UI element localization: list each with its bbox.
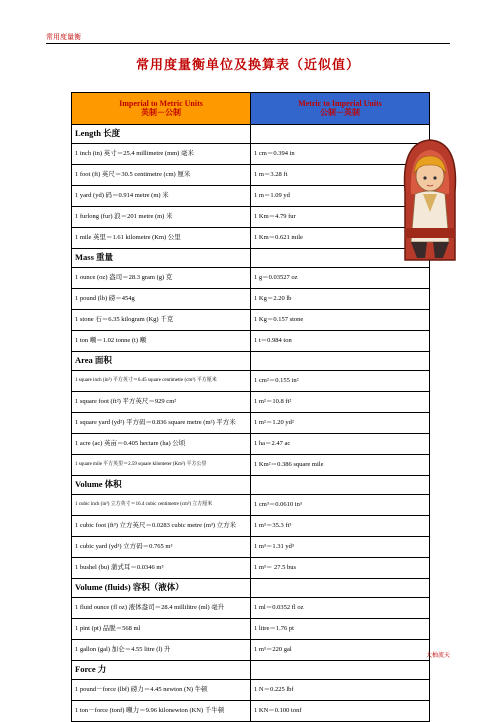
section-row (72, 249, 430, 268)
table-row (72, 598, 430, 619)
metric-to-imperial-cell: 1 g＝0.03527 oz (251, 268, 430, 289)
metric-to-imperial-cell: 1 Km²＝0.386 square mile (251, 455, 430, 476)
table-row (72, 228, 430, 249)
col-header-line1: Metric to Imperial Units (298, 98, 382, 108)
section-empty-cell (251, 476, 430, 495)
col-header-line2: 公制－英制 (320, 107, 360, 117)
section-title: Volume 体积 (72, 476, 251, 495)
metric-to-imperial-cell: 1 KN＝0.100 tonf (251, 701, 430, 722)
metric-to-imperial-cell: 1 Kg＝0.157 stone (251, 310, 430, 331)
table-row (72, 455, 430, 476)
section-empty-cell (251, 579, 430, 598)
table-row (72, 619, 430, 640)
section-title: Volume (fluids) 容积（液体） (72, 579, 251, 598)
table-row (72, 516, 430, 537)
imperial-to-metric-cell: 1 foot (ft) 英尺＝30.5 centimetre (cm) 厘米 (72, 165, 251, 186)
table-row (72, 144, 430, 165)
col-header-imperial-to-metric (72, 93, 251, 125)
imperial-to-metric-cell: 1 acre (ac) 英亩＝0.405 hectare (ha) 公顷 (72, 434, 251, 455)
section-empty-cell (251, 352, 430, 371)
metric-to-imperial-cell: 1 cm³＝0.0610 in³ (251, 495, 430, 516)
section-title: Length 长度 (72, 125, 251, 144)
section-title: Area 面积 (72, 352, 251, 371)
section-row (72, 476, 430, 495)
section-row (72, 352, 430, 371)
imperial-to-metric-cell: 1 square mile 平方英里＝2.59 square kilometer (Km²) 平方公里 (72, 455, 251, 476)
metric-to-imperial-cell: 1 ml＝0.0352 fl oz (251, 598, 430, 619)
imperial-to-metric-cell: 1 fluid ounce (fl oz) 液体盎司＝28.4 millilitre (ml) 毫升 (72, 598, 251, 619)
metric-to-imperial-cell: 1 t＝0.984 ton (251, 331, 430, 352)
imperial-to-metric-cell: 1 bushel (bu) 蒲式耳＝0.0346 m³ (72, 558, 251, 579)
metric-to-imperial-cell: 1 Km＝0.621 mile (251, 228, 430, 249)
metric-to-imperial-cell: 1 m³＝220 gal (251, 640, 430, 661)
page-header-text: 常用度量衡 (46, 33, 81, 41)
table-row (72, 640, 430, 661)
imperial-to-metric-cell: 1 mile 英里＝1.61 kilometre (Km) 公里 (72, 228, 251, 249)
col-header-metric-to-imperial (251, 93, 430, 125)
table-row (72, 186, 430, 207)
table-row (72, 680, 430, 701)
table-row (72, 537, 430, 558)
metric-to-imperial-cell: 1 m＝1.09 yd (251, 186, 430, 207)
table-row (72, 558, 430, 579)
section-row (72, 579, 430, 598)
metric-to-imperial-cell: 1 m³＝ 27.5 bus (251, 558, 430, 579)
header-divider (46, 43, 450, 44)
cartoon-character-illustration (397, 132, 463, 264)
table-row (72, 701, 430, 722)
section-row (72, 661, 430, 680)
metric-to-imperial-cell: 1 N＝0.225 lbf (251, 680, 430, 701)
metric-to-imperial-cell: 1 cm²＝0.155 in² (251, 371, 430, 392)
metric-to-imperial-cell: 1 cm＝0.394 in (251, 144, 430, 165)
table-row (72, 289, 430, 310)
imperial-to-metric-cell: 1 ton 噸＝1.02 tonne (t) 噸 (72, 331, 251, 352)
imperial-to-metric-cell: 1 square yard (yd²) 平方码＝0.836 square metre (m²) 平方米 (72, 413, 251, 434)
imperial-to-metric-cell: 1 cubic yard (yd³) 立方码＝0.765 m³ (72, 537, 251, 558)
metric-to-imperial-cell: 1 m²＝10.8 ft² (251, 392, 430, 413)
col-header-line1: Imperial to Metric Units (119, 98, 203, 108)
metric-to-imperial-cell: 1 m³＝35.3 ft³ (251, 516, 430, 537)
table-row (72, 310, 430, 331)
section-title: Force 力 (72, 661, 251, 680)
imperial-to-metric-cell: 1 pint (pt) 品脱＝568 ml (72, 619, 251, 640)
imperial-to-metric-cell: 1 furlong (fur) 浪＝201 metre (m) 米 (72, 207, 251, 228)
imperial-to-metric-cell: 1 cubic inch (in³) 立方英寸＝16.4 cubic centimetre (cm³) 立方厘米 (72, 495, 251, 516)
imperial-to-metric-cell: 1 pound (lb) 磅＝454g (72, 289, 251, 310)
metric-to-imperial-cell: 1 litre＝1.76 pt (251, 619, 430, 640)
imperial-to-metric-cell: 1 yard (yd) 码＝0.914 metre (m) 米 (72, 186, 251, 207)
conversion-table (71, 92, 430, 722)
metric-to-imperial-cell: 1 ha＝2.47 ac (251, 434, 430, 455)
metric-to-imperial-cell: 1 Km＝4.79 fur (251, 207, 430, 228)
col-header-line2: 英制－公制 (141, 107, 181, 117)
table-row (72, 207, 430, 228)
table-row (72, 392, 430, 413)
section-empty-cell (251, 661, 430, 680)
imperial-to-metric-cell: 1 cubic foot (ft³) 立方英尺＝0.0283 cubic metre (m³) 立方米 (72, 516, 251, 537)
table-header-row (72, 93, 430, 125)
metric-to-imperial-cell: 1 m³＝1.31 yd³ (251, 537, 430, 558)
table-row (72, 165, 430, 186)
metric-to-imperial-cell: 1 m²＝1.20 yd² (251, 413, 430, 434)
imperial-to-metric-cell: 1 square foot (ft²) 平方英尺＝929 cm² (72, 392, 251, 413)
table-row (72, 495, 430, 516)
table-row (72, 434, 430, 455)
imperial-to-metric-cell: 1 square inch (in²) 平方英寸＝6.45 square centimetre (cm²) 平方厘米 (72, 371, 251, 392)
imperial-to-metric-cell: 1 gallon (gal) 加仑＝4.55 litre (l) 升 (72, 640, 251, 661)
table-row (72, 268, 430, 289)
section-row (72, 125, 430, 144)
page-title: 常用度量衡单位及换算表（近似值） (135, 57, 360, 72)
imperial-to-metric-cell: 1 stone 石＝6.35 kilogram (Kg) 千克 (72, 310, 251, 331)
footer-text: 大柚流天 (425, 653, 450, 659)
imperial-to-metric-cell: 1 ton－force (tonf) 噸力＝9.96 kilonewton (KN) 千牛顿 (72, 701, 251, 722)
table-row (72, 413, 430, 434)
table-row (72, 331, 430, 352)
imperial-to-metric-cell: 1 inch (in) 英寸＝25.4 millimetre (mm) 毫米 (72, 144, 251, 165)
metric-to-imperial-cell: 1 Kg＝2.20 lb (251, 289, 430, 310)
table-row (72, 371, 430, 392)
section-title: Mass 重量 (72, 249, 251, 268)
imperial-to-metric-cell: 1 ounce (oz) 盎司＝28.3 gram (g) 克 (72, 268, 251, 289)
imperial-to-metric-cell: 1 pound－force (lbf) 磅力＝4.45 newton (N) 牛顿 (72, 680, 251, 701)
metric-to-imperial-cell: 1 m＝3.28 ft (251, 165, 430, 186)
